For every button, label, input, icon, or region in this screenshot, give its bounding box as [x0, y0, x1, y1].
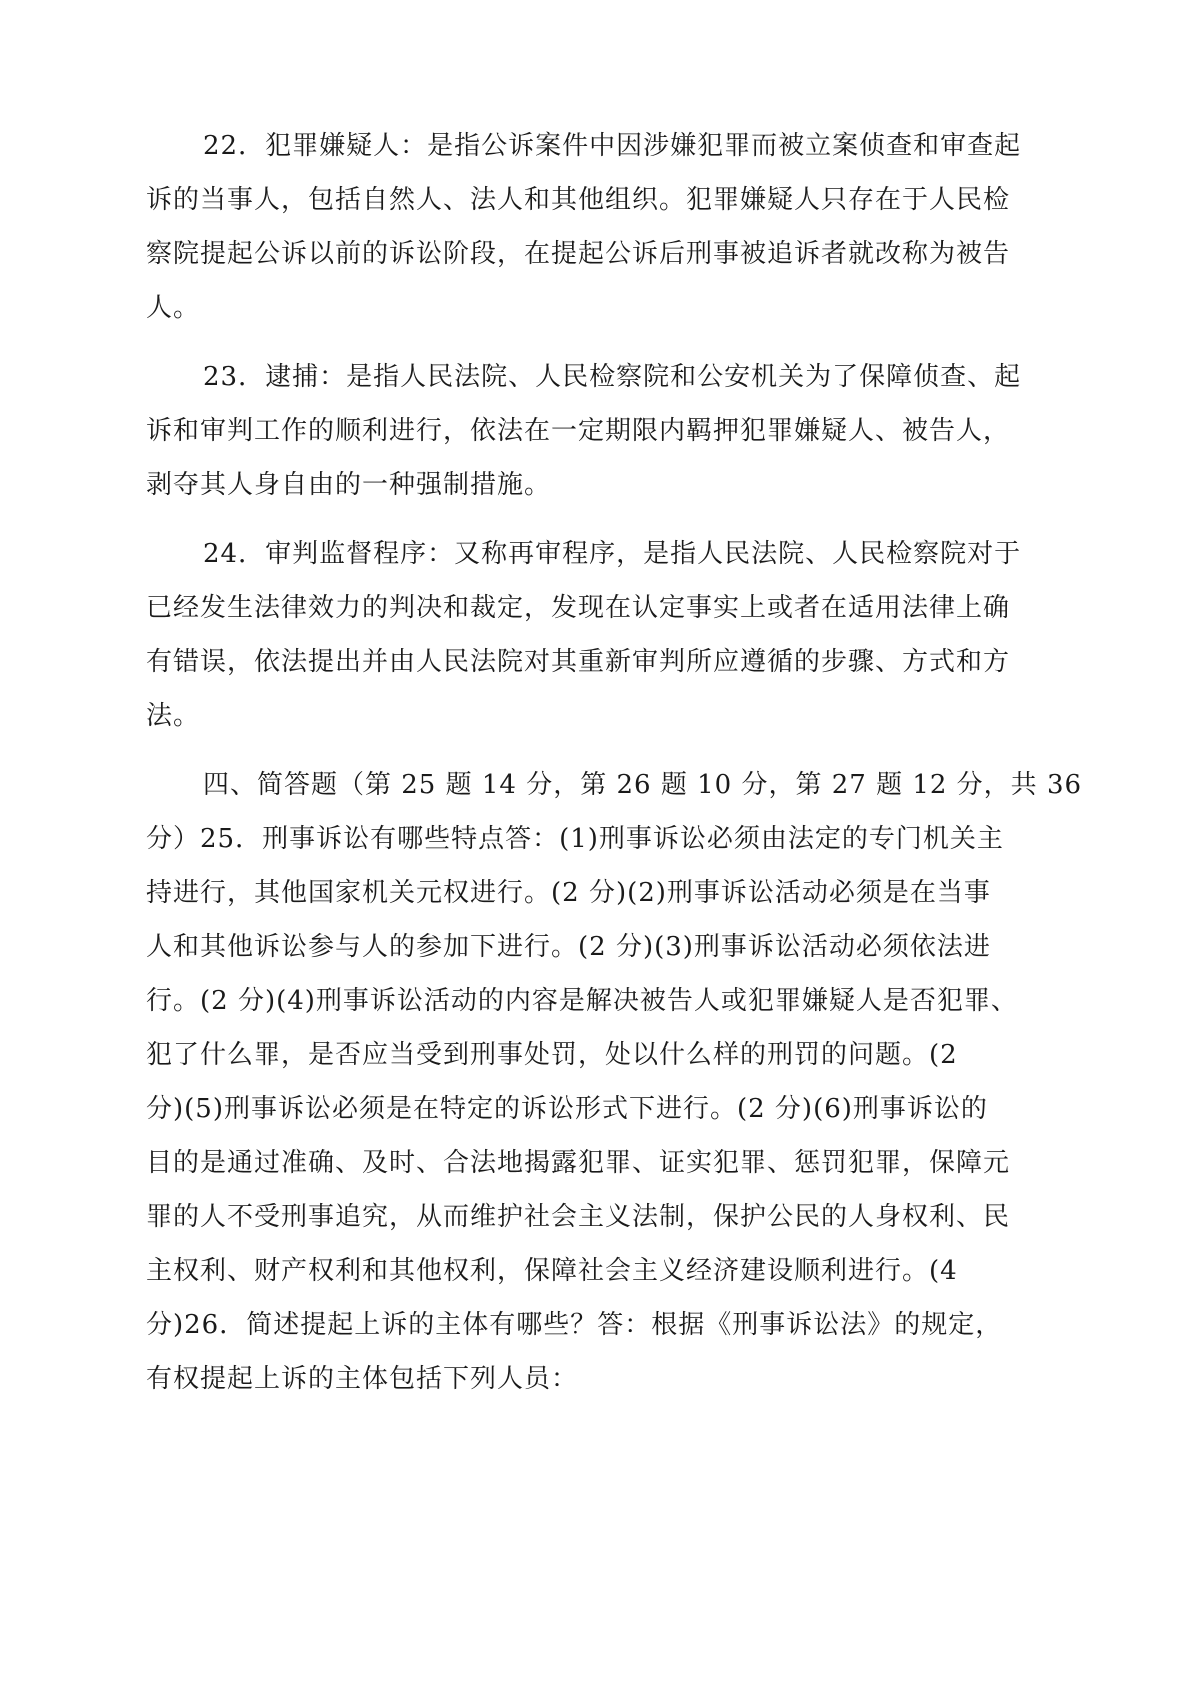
text-line: 人和其他诉讼参与人的参加下进行。(2 分)(3)刑事诉讼活动必须依法进 [146, 932, 991, 962]
text-line: 已经发生法律效力的判决和裁定，发现在认定事实上或者在适用法律上确 [146, 593, 1011, 623]
text-line: 持进行，其他国家机关元权进行。(2 分)(2)刑事诉讼活动必须是在当事 [146, 878, 991, 908]
text-line: 24．审判监督程序：又称再审程序，是指人民法院、人民检察院对于 [203, 539, 1022, 569]
text-line: 行。(2 分)(4)刑事诉讼活动的内容是解决被告人或犯罪嫌疑人是否犯罪、 [146, 986, 1018, 1016]
text-line: 分)26．简述提起上诉的主体有哪些？答：根据《刑事诉讼法》的规定， [146, 1310, 1003, 1340]
text-line: 诉的当事人，包括自然人、法人和其他组织。犯罪嫌疑人只存在于人民检 [146, 185, 1011, 215]
text-line: 分)(5)刑事诉讼必须是在特定的诉讼形式下进行。(2 分)(6)刑事诉讼的 [146, 1094, 988, 1124]
text-line: 罪的人不受刑事追究，从而维护社会主义法制，保护公民的人身权利、民 [146, 1202, 1011, 1232]
text-line: 法。 [146, 701, 201, 731]
section-heading-line: 四、简答题（第 25 题 14 分，第 26 题 10 分，第 27 题 12 分，共 36 [203, 770, 1083, 800]
text-line: 人。 [146, 293, 201, 323]
text-line: 22．犯罪嫌疑人：是指公诉案件中因涉嫌犯罪而被立案侦查和审查起 [203, 131, 1022, 161]
text-line: 有错误，依法提出并由人民法院对其重新审判所应遵循的步骤、方式和方 [146, 647, 1011, 677]
text-line: 剥夺其人身自由的一种强制措施。 [146, 470, 552, 500]
text-line: 犯了什么罪，是否应当受到刑事处罚，处以什么样的刑罚的问题。(2 [146, 1040, 958, 1070]
text-line: 分）25．刑事诉讼有哪些特点答：(1)刑事诉讼必须由法定的专门机关主 [146, 824, 1004, 854]
text-line: 主权利、财产权利和其他权利，保障社会主义经济建设顺利进行。(4 [146, 1256, 958, 1286]
text-line: 诉和审判工作的顺利进行，依法在一定期限内羁押犯罪嫌疑人、被告人， [146, 416, 1011, 446]
text-line: 目的是通过准确、及时、合法地揭露犯罪、证实犯罪、惩罚犯罪，保障元 [146, 1148, 1011, 1178]
text-line: 23．逮捕：是指人民法院、人民检察院和公安机关为了保障侦查、起 [203, 362, 1022, 392]
text-line: 有权提起上诉的主体包括下列人员： [146, 1364, 579, 1394]
text-line: 察院提起公诉以前的诉讼阶段，在提起公诉后刑事被追诉者就改称为被告 [146, 239, 1011, 269]
